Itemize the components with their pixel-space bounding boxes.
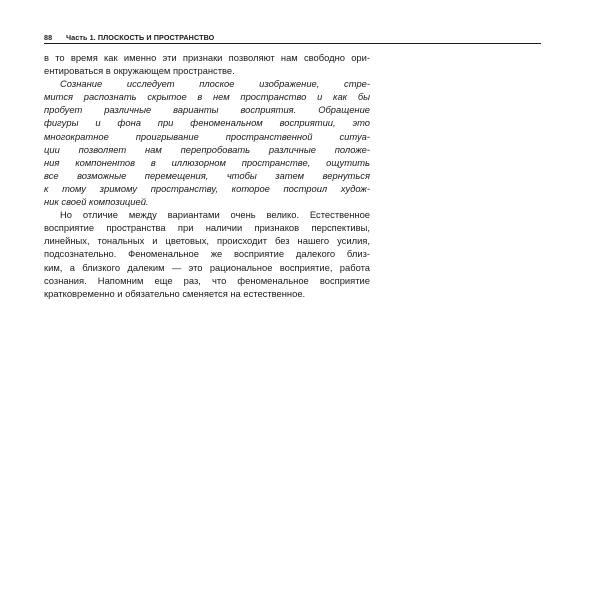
text-line: пробует различные варианты восприятия. Обращение bbox=[44, 104, 370, 116]
text-line: сознания. Напомним еще раз, что феноменальное восприятие bbox=[44, 274, 370, 286]
paragraph-2 bbox=[44, 77, 370, 208]
paragraph-3 bbox=[44, 208, 370, 300]
text-line: линейных, тональных и цветовых, происходит без нашего усилия, bbox=[44, 235, 370, 247]
text-line: ции позволяет нам перепробовать различные положе- bbox=[44, 143, 370, 155]
text-line: ким, а близкого далеким — это рациональное восприятие, работа bbox=[44, 261, 370, 273]
text-line: фигуры и фона при феноменальном восприятии, это bbox=[44, 117, 370, 129]
text-line: в то время как именно эти признаки позволяют нам свободно ори- bbox=[44, 52, 370, 63]
text-line: ник своей композицией. bbox=[44, 196, 149, 208]
text-line: кратковременно и обязательно сменяется на естественное. bbox=[44, 287, 306, 299]
text-line: ния компонентов в иллюзорном пространстве, ощутить bbox=[44, 156, 370, 168]
paragraph-1 bbox=[44, 51, 370, 77]
body-text bbox=[44, 51, 370, 300]
running-title: Часть 1. ПЛОСКОСТЬ И ПРОСТРАНСТВО bbox=[66, 33, 215, 42]
text-line: восприятие пространства при наличии признаков перспективы, bbox=[44, 222, 370, 234]
text-line: все возможные перемещения, чтобы затем вернуться bbox=[44, 169, 370, 181]
text-line: многократное проигрывание пространственной ситуа- bbox=[44, 130, 370, 142]
page-number: 88 bbox=[44, 33, 53, 42]
text-line: подсознательно. Феноменальное же восприятие далекого близ- bbox=[44, 248, 370, 260]
running-header bbox=[44, 33, 541, 43]
text-line: Сознание исследует плоское изображение, стре- bbox=[60, 78, 370, 90]
header-rule bbox=[44, 43, 541, 44]
text-line: Но отличие между вариантами очень велико. Естественное bbox=[60, 209, 370, 221]
text-line: ентироваться в окружающем пространстве. bbox=[44, 65, 235, 77]
text-line: к тому зримому пространству, которое построил худож- bbox=[44, 182, 370, 194]
text-line: мится распознать скрытое в нем пространство и как бы bbox=[44, 91, 370, 103]
